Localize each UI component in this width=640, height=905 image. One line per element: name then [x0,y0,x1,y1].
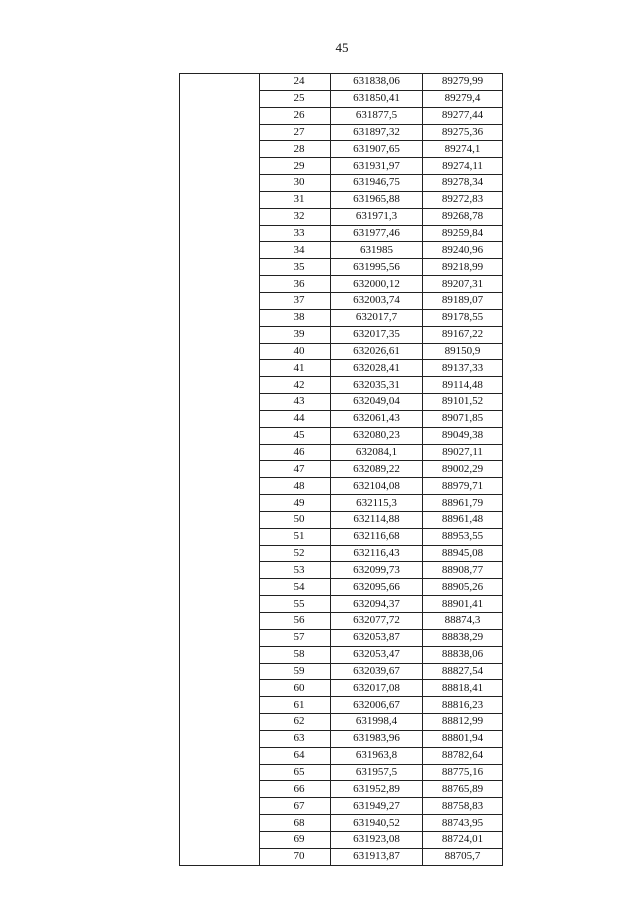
y-coordinate-cell: 89178,55 [423,309,503,326]
table-row [180,74,503,91]
y-coordinate-cell: 89114,48 [423,377,503,394]
point-number-cell: 26 [260,107,331,124]
y-coordinate-cell: 89279,4 [423,90,503,107]
y-coordinate-cell: 88838,06 [423,646,503,663]
y-coordinate-cell: 88874,3 [423,613,503,630]
y-coordinate-cell: 89189,07 [423,292,503,309]
point-number-cell: 29 [260,158,331,175]
x-coordinate-cell: 631946,75 [331,175,423,192]
point-number-cell: 44 [260,410,331,427]
point-number-cell: 41 [260,360,331,377]
x-coordinate-cell: 631897,32 [331,124,423,141]
x-coordinate-cell: 631877,5 [331,107,423,124]
point-number-cell: 56 [260,613,331,630]
y-coordinate-cell: 88827,54 [423,663,503,680]
point-number-cell: 70 [260,848,331,865]
point-number-cell: 65 [260,764,331,781]
y-coordinate-cell: 88953,55 [423,528,503,545]
x-coordinate-cell: 632094,37 [331,596,423,613]
x-coordinate-cell: 631983,96 [331,730,423,747]
x-coordinate-cell: 632017,7 [331,309,423,326]
point-number-cell: 32 [260,208,331,225]
y-coordinate-cell: 88818,41 [423,680,503,697]
x-coordinate-cell: 631923,08 [331,831,423,848]
point-number-cell: 55 [260,596,331,613]
x-coordinate-cell: 631940,52 [331,815,423,832]
x-coordinate-cell: 631949,27 [331,798,423,815]
y-coordinate-cell: 89071,85 [423,410,503,427]
point-number-cell: 45 [260,427,331,444]
point-number-cell: 54 [260,579,331,596]
x-coordinate-cell: 632003,74 [331,292,423,309]
y-coordinate-cell: 88905,26 [423,579,503,596]
y-coordinate-cell: 89278,34 [423,175,503,192]
x-coordinate-cell: 632116,43 [331,545,423,562]
x-coordinate-cell: 631985 [331,242,423,259]
point-number-cell: 46 [260,444,331,461]
y-coordinate-cell: 88705,7 [423,848,503,865]
y-coordinate-cell: 89274,11 [423,158,503,175]
x-coordinate-cell: 631913,87 [331,848,423,865]
point-number-cell: 51 [260,528,331,545]
x-coordinate-cell: 632000,12 [331,276,423,293]
x-coordinate-cell: 631850,41 [331,90,423,107]
x-coordinate-cell: 632077,72 [331,613,423,630]
x-coordinate-cell: 632017,35 [331,326,423,343]
point-number-cell: 24 [260,74,331,91]
point-number-cell: 67 [260,798,331,815]
point-number-cell: 49 [260,495,331,512]
x-coordinate-cell: 632115,3 [331,495,423,512]
point-number-cell: 35 [260,259,331,276]
y-coordinate-cell: 89002,29 [423,461,503,478]
x-coordinate-cell: 631838,06 [331,74,423,91]
point-number-cell: 38 [260,309,331,326]
point-number-cell: 64 [260,747,331,764]
point-number-cell: 66 [260,781,331,798]
y-coordinate-cell: 89272,83 [423,191,503,208]
y-coordinate-cell: 88812,99 [423,714,503,731]
y-coordinate-cell: 89240,96 [423,242,503,259]
point-number-cell: 39 [260,326,331,343]
x-coordinate-cell: 632099,73 [331,562,423,579]
x-coordinate-cell: 632039,67 [331,663,423,680]
y-coordinate-cell: 88724,01 [423,831,503,848]
point-number-cell: 36 [260,276,331,293]
y-coordinate-cell: 88801,94 [423,730,503,747]
coordinates-table-body [180,74,503,866]
point-number-cell: 53 [260,562,331,579]
x-coordinate-cell: 632114,88 [331,511,423,528]
x-coordinate-cell: 631977,46 [331,225,423,242]
x-coordinate-cell: 632116,68 [331,528,423,545]
y-coordinate-cell: 88961,48 [423,511,503,528]
x-coordinate-cell: 631957,5 [331,764,423,781]
y-coordinate-cell: 88961,79 [423,495,503,512]
point-number-cell: 48 [260,478,331,495]
point-number-cell: 68 [260,815,331,832]
point-number-cell: 50 [260,511,331,528]
y-coordinate-cell: 89274,1 [423,141,503,158]
point-number-cell: 27 [260,124,331,141]
y-coordinate-cell: 88758,83 [423,798,503,815]
y-coordinate-cell: 89207,31 [423,276,503,293]
y-coordinate-cell: 89150,9 [423,343,503,360]
y-coordinate-cell: 88816,23 [423,697,503,714]
y-coordinate-cell: 89167,22 [423,326,503,343]
merged-blank-cell [180,74,260,866]
y-coordinate-cell: 88838,29 [423,629,503,646]
x-coordinate-cell: 632006,67 [331,697,423,714]
x-coordinate-cell: 632026,61 [331,343,423,360]
y-coordinate-cell: 89218,99 [423,259,503,276]
point-number-cell: 42 [260,377,331,394]
x-coordinate-cell: 631907,65 [331,141,423,158]
y-coordinate-cell: 89049,38 [423,427,503,444]
y-coordinate-cell: 88765,89 [423,781,503,798]
x-coordinate-cell: 632053,47 [331,646,423,663]
y-coordinate-cell: 88979,71 [423,478,503,495]
x-coordinate-cell: 632084,1 [331,444,423,461]
point-number-cell: 59 [260,663,331,680]
y-coordinate-cell: 88743,95 [423,815,503,832]
x-coordinate-cell: 631931,97 [331,158,423,175]
point-number-cell: 47 [260,461,331,478]
point-number-cell: 69 [260,831,331,848]
x-coordinate-cell: 631995,56 [331,259,423,276]
point-number-cell: 52 [260,545,331,562]
x-coordinate-cell: 632049,04 [331,394,423,411]
y-coordinate-cell: 88782,64 [423,747,503,764]
page-number: 45 [335,40,349,55]
point-number-cell: 62 [260,714,331,731]
point-number-cell: 57 [260,629,331,646]
y-coordinate-cell: 89279,99 [423,74,503,91]
x-coordinate-cell: 631963,8 [331,747,423,764]
x-coordinate-cell: 632061,43 [331,410,423,427]
x-coordinate-cell: 631998,4 [331,714,423,731]
x-coordinate-cell: 632089,22 [331,461,423,478]
point-number-cell: 40 [260,343,331,360]
x-coordinate-cell: 631952,89 [331,781,423,798]
x-coordinate-cell: 632080,23 [331,427,423,444]
point-number-cell: 25 [260,90,331,107]
point-number-cell: 63 [260,730,331,747]
y-coordinate-cell: 89268,78 [423,208,503,225]
x-coordinate-cell: 632053,87 [331,629,423,646]
y-coordinate-cell: 89275,36 [423,124,503,141]
point-number-cell: 30 [260,175,331,192]
y-coordinate-cell: 89137,33 [423,360,503,377]
y-coordinate-cell: 88908,77 [423,562,503,579]
x-coordinate-cell: 631965,88 [331,191,423,208]
x-coordinate-cell: 632104,08 [331,478,423,495]
coordinates-table [179,73,503,866]
y-coordinate-cell: 88775,16 [423,764,503,781]
x-coordinate-cell: 632095,66 [331,579,423,596]
x-coordinate-cell: 632017,08 [331,680,423,697]
x-coordinate-cell: 632028,41 [331,360,423,377]
x-coordinate-cell: 632035,31 [331,377,423,394]
point-number-cell: 58 [260,646,331,663]
y-coordinate-cell: 89101,52 [423,394,503,411]
point-number-cell: 33 [260,225,331,242]
point-number-cell: 61 [260,697,331,714]
y-coordinate-cell: 89277,44 [423,107,503,124]
y-coordinate-cell: 88945,08 [423,545,503,562]
x-coordinate-cell: 631971,3 [331,208,423,225]
y-coordinate-cell: 89259,84 [423,225,503,242]
point-number-cell: 31 [260,191,331,208]
point-number-cell: 43 [260,394,331,411]
point-number-cell: 28 [260,141,331,158]
point-number-cell: 34 [260,242,331,259]
y-coordinate-cell: 88901,41 [423,596,503,613]
y-coordinate-cell: 89027,11 [423,444,503,461]
point-number-cell: 60 [260,680,331,697]
point-number-cell: 37 [260,292,331,309]
